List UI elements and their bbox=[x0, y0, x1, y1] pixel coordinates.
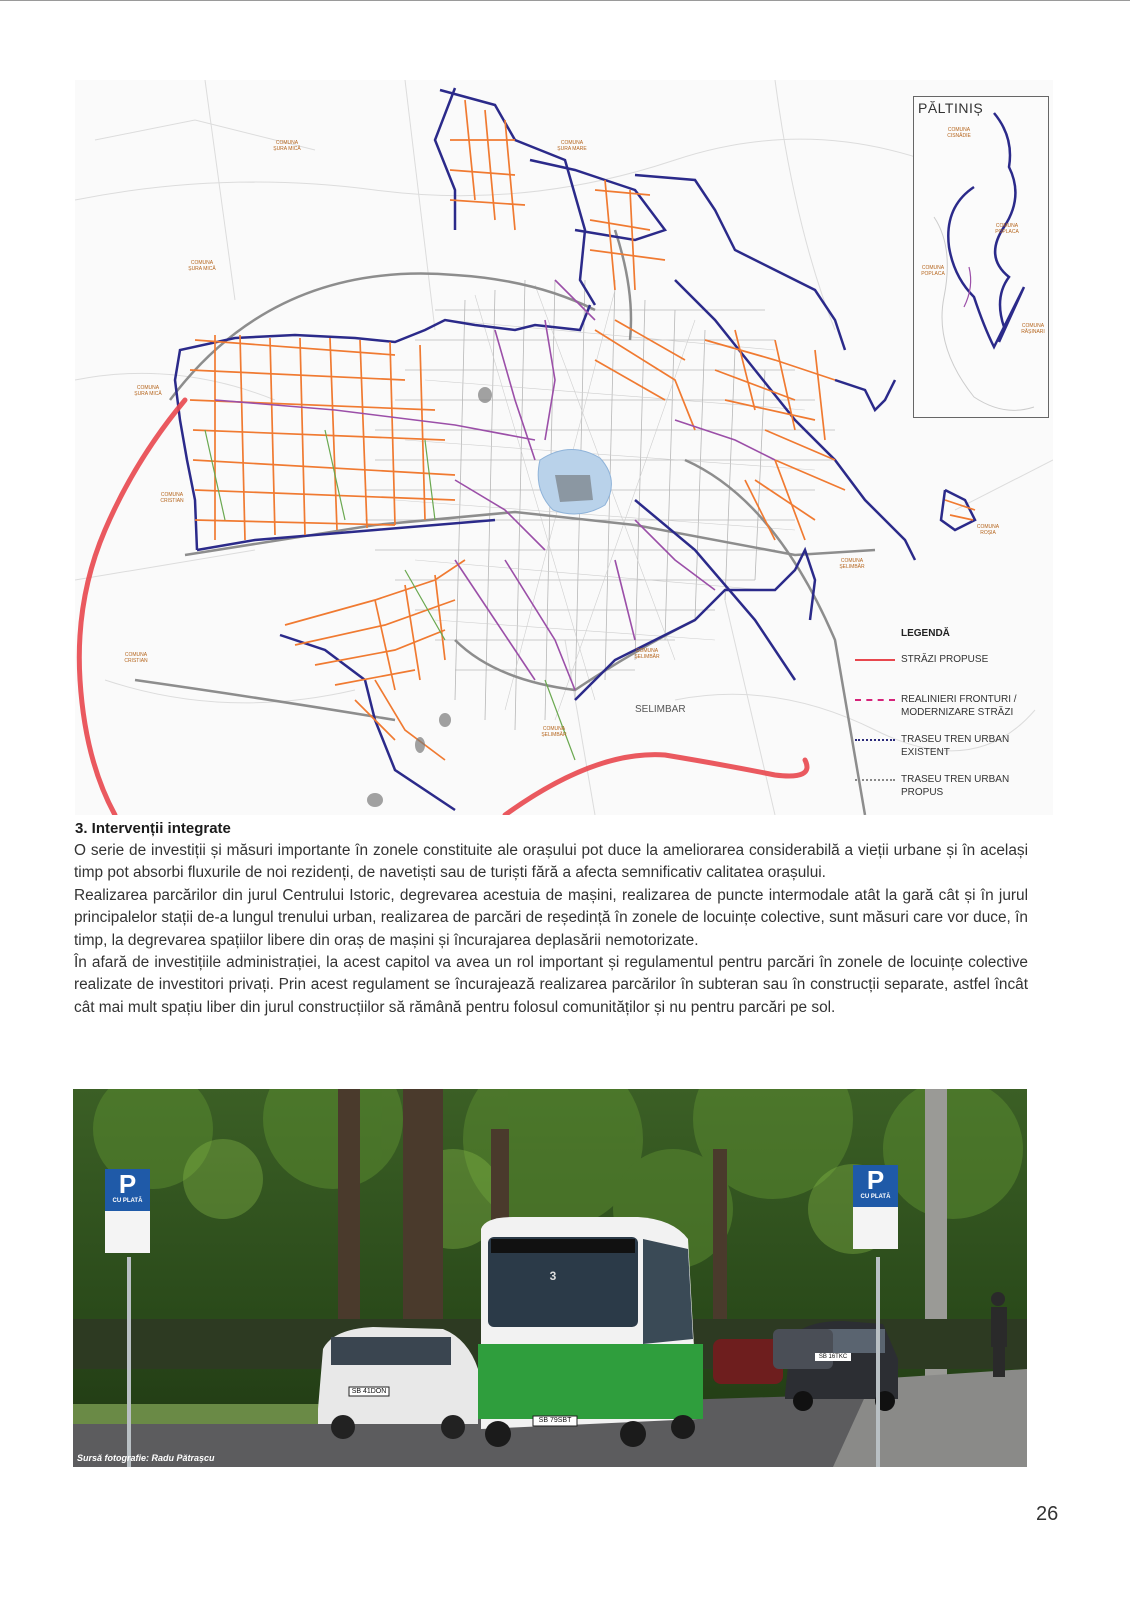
legend-swatch bbox=[855, 739, 895, 741]
car-plate: SB 16TKC bbox=[815, 1353, 851, 1361]
commune-label: COMUNA ȘELIMBĂR bbox=[634, 648, 660, 660]
legend-label: REALINIERI FRONTURI / MODERNIZARE STRĂZI bbox=[901, 694, 1017, 718]
section-title: 3. Intervenții integrate bbox=[75, 820, 231, 837]
parking-sign-text: CU PLATĂ bbox=[112, 1198, 143, 1204]
commune-label: COMUNA ȘELIMBĂR bbox=[541, 726, 567, 738]
car-plate: SB 41DON bbox=[351, 1388, 387, 1395]
legend-label: TRASEU TREN URBAN EXISTENT bbox=[901, 734, 1010, 758]
paragraph: În afară de investițiile administrației, la acest capitol va avea un rol important și regulamentul pentru parcări în zonele de locuințe colective realizate de investitori privați. Prin acest regulament se încurajează realizarea parcărilor în subteran sau în construcții separate, astfel încât cât mai mult spațiu liber din jurul construcțiilor să rămână pentru folosul comunităților și nu pentru parcări pe sol. bbox=[74, 954, 1028, 1016]
legend-swatch bbox=[855, 779, 895, 781]
urban-map bbox=[75, 80, 1053, 815]
inset-label-2: COMUNA POPLACA bbox=[995, 223, 1019, 235]
paltinis-inset bbox=[913, 96, 1049, 418]
parking-sign-text: CU PLATĂ bbox=[860, 1194, 891, 1200]
inset-route bbox=[914, 97, 1048, 417]
page-number: 26 bbox=[1036, 1503, 1059, 1525]
photo-credit: Sursă fotografie: Radu Pătrașcu bbox=[77, 1453, 215, 1463]
paragraph: O serie de investiții și măsuri importante în zonele constituite ale orașului pot duce la ameliorarea considerabilă a vieții urbane și în același timp pot absorbi fluxurile de noi rezidenți, de navetiști sau de turiști fără a afecta semnificativ calitatea orașului. bbox=[74, 842, 1028, 882]
inset-label-3: COMUNA POPLACA bbox=[921, 265, 945, 277]
street-photo bbox=[73, 1089, 1027, 1467]
commune-label: COMUNA ȘURA MICĂ bbox=[188, 260, 216, 272]
bus-plate: SB 79SBT bbox=[538, 1417, 572, 1424]
commune-label: COMUNA ȘURA MICĂ bbox=[134, 385, 162, 397]
legend-item bbox=[855, 693, 1051, 733]
legend-swatch bbox=[855, 659, 895, 661]
inset-label-1: COMUNA CISNĂDIE bbox=[947, 127, 971, 139]
legend-item bbox=[855, 733, 1051, 773]
commune-label: COMUNA ȘURA MARE bbox=[557, 140, 587, 152]
legend-item bbox=[855, 773, 1051, 813]
paragraph: Realizarea parcărilor din jurul Centrului Istoric, degrevarea acestuia de mașini, realizarea de puncte intermodale atât la gară cât și în jurul principalelor stații de-a lungul trenului urban, realizarea de parcări de reședință în zonele de locuințe colective, sunt măsuri care vor duce, în timp, la degrevarea spațiilor libere din oraș de mașini și încurajarea deplasării nemotorizate. bbox=[74, 886, 1028, 949]
legend-title: LEGENDĂ bbox=[901, 628, 950, 639]
bus-route-number: 3 bbox=[549, 1269, 557, 1283]
commune-label: COMUNA CRISTIAN bbox=[160, 492, 184, 504]
parking-sign-letter: P bbox=[118, 1169, 137, 1199]
commune-label: COMUNA ȘURA MICĂ bbox=[273, 140, 301, 152]
parking-sign-letter: P bbox=[866, 1165, 885, 1195]
place-label: SELIMBAR bbox=[635, 704, 686, 715]
legend-label: TRASEU TREN URBAN PROPUS bbox=[901, 774, 1010, 798]
commune-label: COMUNA CRISTIAN bbox=[124, 652, 148, 664]
legend-swatch bbox=[855, 699, 895, 701]
commune-label: COMUNA ȘELIMBĂR bbox=[839, 558, 865, 570]
inset-label-4: COMUNA RĂȘINARI bbox=[1021, 323, 1045, 335]
section-body bbox=[74, 840, 1028, 1019]
legend-item bbox=[855, 653, 1051, 693]
top-rule bbox=[0, 0, 1130, 1]
commune-label: COMUNA ROȘIA bbox=[976, 524, 1000, 536]
map-legend bbox=[855, 628, 1051, 813]
legend-label: STRĂZI PROPUSE bbox=[901, 654, 989, 665]
inset-title: PĂLTINIȘ bbox=[918, 100, 984, 116]
